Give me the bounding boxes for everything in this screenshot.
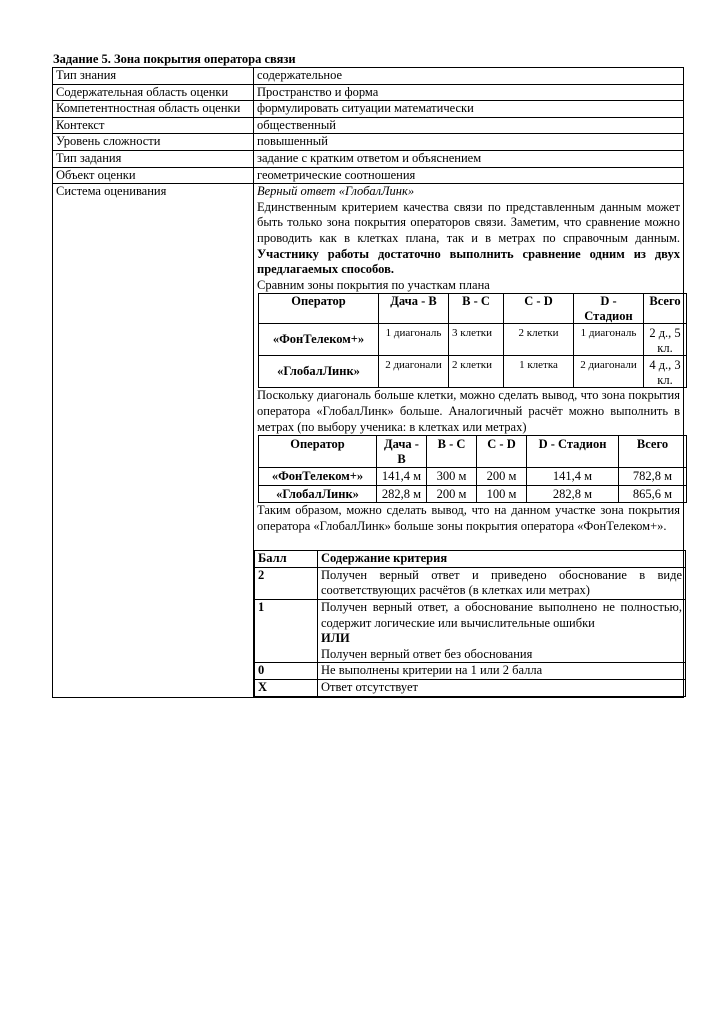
criterion-text: Получен верный ответ, а обоснование выполнено не полностью, содержит логические или вычислительные ошибки [321,600,682,630]
cells-comparison-table [258,293,687,388]
table-row [259,324,687,356]
table-header-row [255,551,686,568]
table-cell: 100 м [477,485,527,503]
table-cell: 1 клетка [504,356,574,388]
criterion-text: Получен верный ответ и приведено обоснование в виде соответствующих расчётов (в клетках или метрах) [318,567,686,599]
total-cell: 782,8 м [619,468,687,486]
criterion-text: Ответ отсутствует [318,680,686,697]
table-cell: 282,8 м [377,485,427,503]
score-cell: X [255,680,318,697]
intro-bold: Участнику работы достаточно выполнить сравнение одним из двух предлагаемых способов. [257,246,680,277]
row-value: Пространство и форма [254,84,684,101]
table-cell: 2 диагонали [379,356,449,388]
criteria-table [254,550,686,696]
row-label: Содержательная область оценки [53,84,254,101]
criterion-cell [318,600,686,663]
table-row [53,84,684,101]
table-cell: 2 клетки [449,356,504,388]
table-row [53,117,684,134]
score-cell: 2 [255,567,318,599]
header-cell: Оператор [259,294,379,324]
header-cell: С - D [477,436,527,468]
row-value: повышенный [254,134,684,151]
table-row [259,485,687,503]
table-cell: 200 м [477,468,527,486]
row-value: задание с кратким ответом и объяснением [254,150,684,167]
meters-comparison-table [258,435,687,503]
header-cell: Содержание критерия [318,551,686,568]
row-label: Объект оценки [53,167,254,184]
table-cell: 141,4 м [527,468,619,486]
conclusion-text: Таким образом, можно сделать вывод, что на данном участке зона покрытия оператора «ГлобалЛинк» больше зоны покрытия оператора «ФонТелеком+». [257,503,680,533]
table-row [53,101,684,118]
header-cell: В - С [427,436,477,468]
total-cell: 2 д., 5 кл. [644,324,687,356]
row-label: Тип задания [53,150,254,167]
operator-name: «ГлобалЛинк» [259,356,379,388]
table-row [255,600,686,663]
row-label: Контекст [53,117,254,134]
table-row [53,68,684,85]
criterion-text-alt: Получен верный ответ без обоснования [321,646,533,661]
header-cell: Всего [644,294,687,324]
document-page [52,52,684,698]
row-value: геометрические соотношения [254,167,684,184]
table-row [259,356,687,388]
operator-name: «ФонТелеком+» [259,324,379,356]
header-cell: В - С [449,294,504,324]
table-row [53,167,684,184]
table-header-row [259,294,687,324]
table-row [255,663,686,680]
row-value: формулировать ситуации математически [254,101,684,118]
total-cell: 4 д., 3 кл. [644,356,687,388]
table-row-scoring [53,184,684,697]
compare-line: Сравним зоны покрытия по участкам плана [257,277,490,292]
table-cell: 2 клетки [504,324,574,356]
score-cell: 0 [255,663,318,680]
header-cell: Всего [619,436,687,468]
operator-name: «ФонТелеком+» [259,468,377,486]
table-cell: 300 м [427,468,477,486]
table-row [53,150,684,167]
table-cell: 3 клетки [449,324,504,356]
table-cell: 2 диагонали [574,356,644,388]
header-cell: D - Стадион [527,436,619,468]
header-cell: Дача - В [379,294,449,324]
row-value: содержательное [254,68,684,85]
header-cell: С - D [504,294,574,324]
total-cell: 865,6 м [619,485,687,503]
table-cell: 1 диагональ [574,324,644,356]
table-cell: 200 м [427,485,477,503]
row-label: Уровень сложности [53,134,254,151]
intro-text [257,200,680,278]
table-row [259,468,687,486]
header-cell: D - Стадион [574,294,644,324]
header-cell: Балл [255,551,318,568]
table-row [53,134,684,151]
header-cell: Оператор [259,436,377,468]
table-cell: 1 диагональ [379,324,449,356]
middle-text: Поскольку диагональ больше клетки, можно сделать вывод, что зона покрытия оператора «ГлобалЛинк» больше. Аналогичный расчёт можно выполнить в метрах (по выбору ученика: в клетках или метрах) [257,388,680,434]
scoring-content [254,184,684,697]
task-info-table [52,67,684,698]
row-label: Система оценивания [53,184,254,697]
operator-name: «ГлобалЛинк» [259,485,377,503]
table-row [255,680,686,697]
score-cell: 1 [255,600,318,663]
table-cell: 141,4 м [377,468,427,486]
spacer [257,534,680,550]
criterion-text: Не выполнены критерии на 1 или 2 балла [318,663,686,680]
table-cell: 282,8 м [527,485,619,503]
criterion-or: ИЛИ [321,631,350,646]
answer-title: Верный ответ «ГлобалЛинк» [257,184,415,199]
table-row [255,567,686,599]
intro-plain: Единственным критерием качества связи по представленным данным может быть только зона покрытия операторов связи. Заметим, что сравнение можно проводить как в клетках плана, так и в метрах по справочным данным. [257,199,680,245]
row-label: Компетентностная область оценки [53,101,254,118]
task-title: Задание 5. Зона покрытия оператора связи [53,52,296,66]
table-header-row [259,436,687,468]
header-cell: Дача - В [377,436,427,468]
row-label: Тип знания [53,68,254,85]
row-value: общественный [254,117,684,134]
